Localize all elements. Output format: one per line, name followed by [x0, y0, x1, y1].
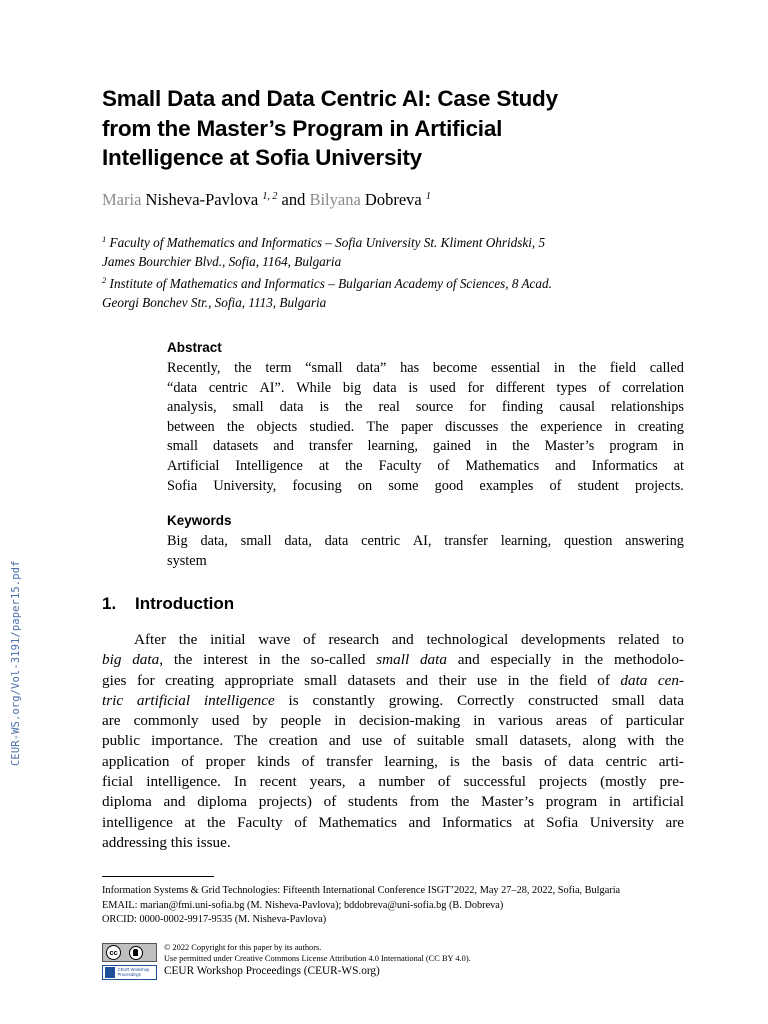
section-title: Introduction	[135, 594, 235, 613]
ceur-logo-icon	[102, 965, 157, 980]
abstract-line	[167, 477, 684, 497]
word: program	[609, 438, 658, 455]
author-2-first-name: Bilyana	[309, 190, 361, 209]
paragraph-line	[102, 691, 684, 711]
license-terms-line: Use permitted under Creative Commons License Attribution 4.0 International (CC BY 4.0).	[164, 953, 471, 963]
word: on	[357, 477, 373, 494]
word: transfer	[308, 438, 353, 455]
word: “small	[305, 360, 343, 376]
author-2-affiliation-marker: 1	[425, 191, 431, 202]
word: objects	[256, 418, 298, 435]
word: student	[577, 477, 619, 494]
word: examples	[479, 477, 534, 494]
word: for	[469, 399, 486, 416]
word: Faculty	[378, 457, 422, 474]
affiliation-marker: 1	[102, 234, 107, 244]
word: Master’s	[544, 438, 595, 455]
section-heading-introduction	[102, 594, 234, 614]
paragraph-line: ficial intelligence. In recent years, a number of successful projects (mostly pre-	[102, 773, 684, 791]
ceur-logo-text: CEUR Workshop Proceedings	[117, 966, 150, 977]
word: of	[598, 379, 611, 396]
abstract-line	[167, 398, 684, 418]
section-number: 1.	[102, 594, 117, 613]
paragraph-line	[102, 650, 684, 670]
word: has	[400, 360, 420, 376]
word: and	[273, 438, 294, 455]
word: term	[265, 360, 292, 376]
word: projects.	[635, 477, 684, 494]
title-line: Intelligence at Sofia University	[102, 145, 422, 170]
word: small	[167, 438, 198, 455]
word: creating	[637, 418, 684, 435]
text-run: and especially in the methodolo-	[446, 651, 684, 669]
word: source	[415, 399, 454, 416]
word: good	[434, 477, 464, 494]
word: analysis,	[167, 399, 217, 416]
word: become	[432, 360, 478, 376]
word: Artificial	[167, 457, 220, 474]
cc-by-license-icon	[102, 943, 157, 962]
word: data”	[356, 360, 387, 376]
word: at	[318, 457, 330, 474]
word: big	[342, 379, 362, 396]
word: in	[486, 438, 498, 455]
word: experience	[540, 418, 603, 435]
word: Mathematics	[465, 457, 540, 474]
word: University,	[213, 477, 277, 494]
text-run: gies for creating appropriate small datasets and their use in the field of	[102, 671, 621, 689]
footnote-separator	[102, 876, 214, 877]
footnote-conference: Information Systems & Grid Technologies: Fifteenth International Conference ISGT’2022, May 27–28, 2022, Sofia, Bulgaria	[102, 885, 621, 896]
paragraph-line: addressing this issue.	[102, 833, 231, 851]
word: field	[609, 360, 637, 376]
word: While	[296, 379, 332, 396]
word: AI,	[412, 533, 432, 549]
word: datasets	[212, 438, 259, 455]
word: types	[556, 379, 587, 396]
abstract-line	[167, 359, 684, 379]
abstract-line	[167, 457, 684, 477]
abstract-heading: Abstract	[167, 340, 222, 355]
word: focusing	[292, 477, 342, 494]
word: called	[649, 360, 684, 376]
affiliation-2-cont: Georgi Bonchev Str., Sofia, 1113, Bulgaria	[102, 295, 327, 310]
word: data	[324, 533, 349, 549]
word: and	[555, 457, 576, 474]
footnote-email: EMAIL: marian@fmi.uni-sofia.bg (M. Nisheva-Pavlova); bddobreva@uni-sofia.bg (B. Dobreva)	[102, 899, 504, 911]
title-line: Small Data and Data Centric AI: Case Study	[102, 86, 558, 111]
word: the	[226, 418, 245, 435]
word: discusses	[445, 418, 499, 435]
paragraph-line: intelligence at the Faculty of Mathematics and Informatics at Sofia University are	[102, 813, 684, 831]
paragraph-line: are commonly used by people in decision-making in various areas of particular	[102, 712, 684, 730]
word: in	[672, 438, 684, 455]
author-1-first-name: Maria	[102, 190, 142, 209]
text-run: , the interest in the so-called	[159, 651, 377, 669]
word: Sofia	[167, 477, 198, 494]
word: the	[510, 418, 529, 435]
word: Big	[167, 533, 188, 549]
keywords-line: system	[167, 552, 207, 569]
affiliation-text: Faculty of Mathematics and Informatics – Sofia University St. Kliment Ohridski, 5	[109, 235, 546, 250]
abstract-line	[167, 379, 684, 399]
word: used	[429, 379, 456, 396]
word: small	[232, 399, 264, 416]
attribution-icon	[129, 946, 143, 960]
ceur-logo-mark	[105, 967, 115, 978]
emphasis-term: tric artificial intelligence	[102, 691, 275, 709]
emphasis-term: data cen-	[620, 671, 684, 689]
footnotes	[102, 884, 620, 928]
affiliation-marker: 2	[102, 275, 107, 285]
word: studied.	[309, 418, 355, 435]
word: causal	[559, 399, 595, 416]
word: the	[512, 438, 530, 455]
paper-title	[102, 84, 662, 173]
emphasis-term: big data	[102, 651, 160, 669]
keywords-heading: Keywords	[167, 513, 232, 528]
abstract-line	[167, 418, 684, 438]
word: gained	[432, 438, 472, 455]
paragraph-line: public importance. The creation and use of suitable small datasets, along with the	[102, 732, 684, 750]
affiliations	[102, 230, 682, 312]
word: “data	[167, 379, 198, 396]
paragraph-line: application of proper kinds of transfer learning, is the basis of data centric arti-	[102, 752, 684, 770]
word: relationships	[610, 399, 684, 416]
word: finding	[501, 399, 544, 416]
word: centric	[208, 379, 248, 396]
word: essential	[490, 360, 541, 376]
word: of	[437, 457, 450, 474]
text-run: is constantly growing. Correctly constructed small data	[274, 691, 685, 709]
word: learning,	[500, 533, 552, 549]
word: answering	[625, 533, 684, 549]
license-text	[164, 943, 471, 964]
abstract-text	[167, 359, 684, 496]
word: paper	[401, 418, 433, 435]
paragraph-line: diploma and diploma projects) of students from the Master’s program in artificial	[102, 793, 684, 811]
author-2-last-name: Dobreva	[364, 190, 422, 209]
word: the	[578, 360, 597, 376]
affiliation-text: Institute of Mathematics and Informatics – Bulgarian Academy of Sciences, 8 Acad.	[109, 276, 552, 291]
word: learning,	[367, 438, 418, 455]
author-1-affiliation-marker: 1, 2	[262, 191, 278, 202]
word: the	[345, 457, 363, 474]
affiliation-1-cont: James Bourchier Blvd., Sofia, 1164, Bulgaria	[102, 254, 342, 269]
word: data	[372, 379, 397, 396]
keywords-line	[167, 532, 684, 552]
word: data,	[200, 533, 228, 549]
word: in	[614, 418, 626, 435]
word: for	[467, 379, 485, 396]
author-1-last-name: Nisheva-Pavlova	[145, 190, 259, 209]
word: real	[378, 399, 400, 416]
word: question	[563, 533, 613, 549]
paragraph-line	[102, 671, 684, 691]
affiliation-2	[102, 271, 682, 293]
word: is	[319, 399, 329, 416]
word: data	[279, 399, 304, 416]
word: at	[673, 457, 684, 474]
word: different	[495, 379, 545, 396]
word: of	[549, 477, 562, 494]
word: Recently,	[167, 360, 221, 376]
emphasis-term: small data	[376, 651, 447, 669]
footnote-orcid: ORCID: 0000-0002-9917-9535 (M. Nisheva-Pavlova)	[102, 914, 327, 926]
word: between	[167, 418, 215, 435]
cc-icon: cc	[106, 945, 121, 960]
word: The	[366, 418, 389, 435]
word: the	[234, 360, 252, 376]
author-conjunction: and	[281, 190, 306, 209]
word: centric	[361, 533, 401, 549]
word: the	[344, 399, 363, 416]
word: data,	[284, 533, 312, 549]
title-line: from the Master’s Program in Artificial	[102, 115, 503, 141]
word: AI”.	[259, 379, 285, 396]
word: transfer	[444, 533, 488, 549]
affiliation-1	[102, 230, 682, 252]
paragraph-line: After the initial wave of research and technological developments related to	[134, 631, 684, 648]
copyright-line: © 2022 Copyright for this paper by its authors.	[164, 943, 322, 952]
word: Informatics	[591, 457, 658, 474]
word: small	[240, 533, 272, 549]
word: is	[408, 379, 418, 396]
word: some	[388, 477, 419, 494]
proceedings-line: CEUR Workshop Proceedings (CEUR-WS.org)	[164, 965, 380, 977]
word: correlation	[622, 379, 684, 396]
sidebar-url-link[interactable]: CEUR-WS.org/Vol-3191/paper15.pdf	[10, 560, 22, 766]
introduction-paragraph	[102, 630, 684, 853]
word: in	[553, 360, 566, 376]
word: Intelligence	[235, 457, 303, 474]
author-list	[102, 190, 431, 210]
keywords-text	[167, 532, 684, 571]
abstract-line	[167, 437, 684, 457]
